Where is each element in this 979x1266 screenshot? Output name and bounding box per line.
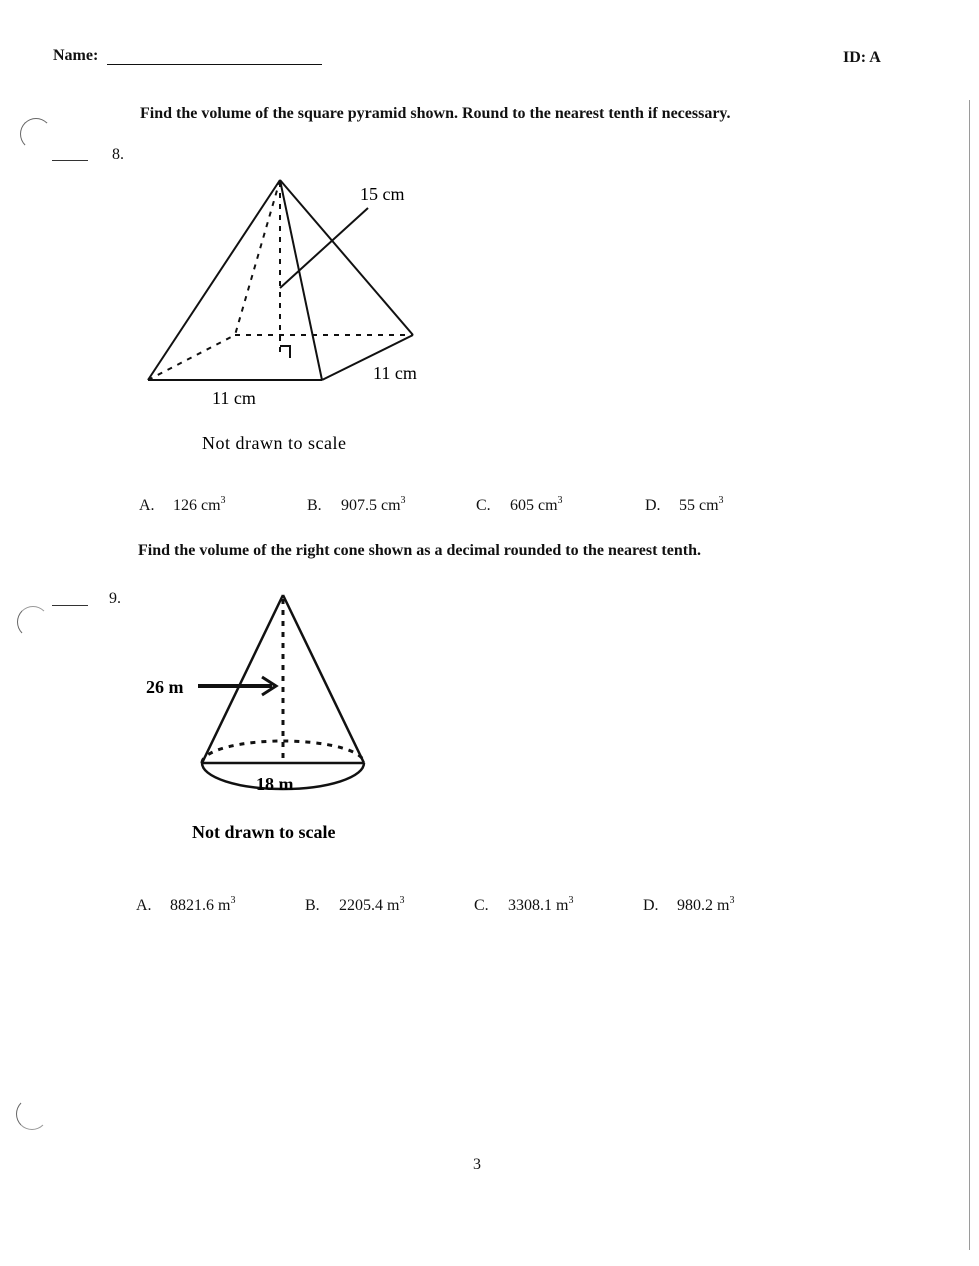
cone-right-side — [283, 595, 364, 763]
height-label: 26 m — [146, 677, 184, 697]
q8-choice-b[interactable]: B. 907.5 $cm^3$ — [307, 495, 406, 514]
q9-choice-b[interactable]: B. 2205.4 $m^3$ — [305, 895, 405, 914]
slant-pointer-line — [280, 208, 368, 288]
q8-number: 8. — [112, 146, 124, 163]
pyramid-base-left — [148, 335, 235, 380]
q8-instruction: Find the volume of the square pyramid shown. Round to the nearest tenth if necessary. — [140, 105, 731, 122]
pyramid-left-edge — [148, 180, 280, 380]
diameter-label: 18 m — [256, 774, 294, 794]
binder-hole-bottom — [16, 1098, 48, 1130]
q8-choice-a[interactable]: A. 126 $cm^3$ — [139, 495, 226, 514]
side-label: 11 cm — [373, 363, 417, 383]
pyramid-note: Not drawn to scale — [202, 433, 347, 453]
right-angle-marker — [280, 346, 290, 358]
page-number: 3 — [473, 1156, 481, 1173]
q9-choice-d[interactable]: D. 980.2 $m^3$ — [643, 895, 735, 914]
q9-instruction: Find the volume of the right cone shown as a decimal rounded to the nearest tenth. — [138, 542, 701, 559]
binder-hole-middle — [17, 606, 49, 638]
id-label: ID: A — [843, 49, 881, 66]
name-label: Name: — [53, 47, 99, 64]
binder-hole-top — [20, 118, 52, 150]
q8-choice-c[interactable]: C. 605 $cm^3$ — [476, 495, 563, 514]
q9-choice-c[interactable]: C. 3308.1 $m^3$ — [474, 895, 574, 914]
q9-choice-a[interactable]: A. 8821.6 $m^3$ — [136, 895, 236, 914]
pyramid-hidden-edge — [235, 180, 280, 335]
page-edge-line — [969, 100, 970, 1250]
pyramid-front-edge — [280, 180, 322, 380]
q8-answer-blank[interactable] — [52, 160, 88, 161]
slant-label: 15 cm — [360, 184, 405, 204]
pyramid-figure — [130, 170, 450, 470]
cone-note: Not drawn to scale — [192, 822, 336, 842]
cone-left-side — [202, 595, 283, 763]
q9-answer-blank[interactable] — [52, 605, 88, 606]
q8-choice-d[interactable]: D. 55 $cm^3$ — [645, 495, 724, 514]
q9-number: 9. — [109, 590, 121, 607]
base-label: 11 cm — [212, 388, 256, 408]
name-blank-line — [107, 64, 322, 65]
cone-figure — [140, 585, 390, 850]
